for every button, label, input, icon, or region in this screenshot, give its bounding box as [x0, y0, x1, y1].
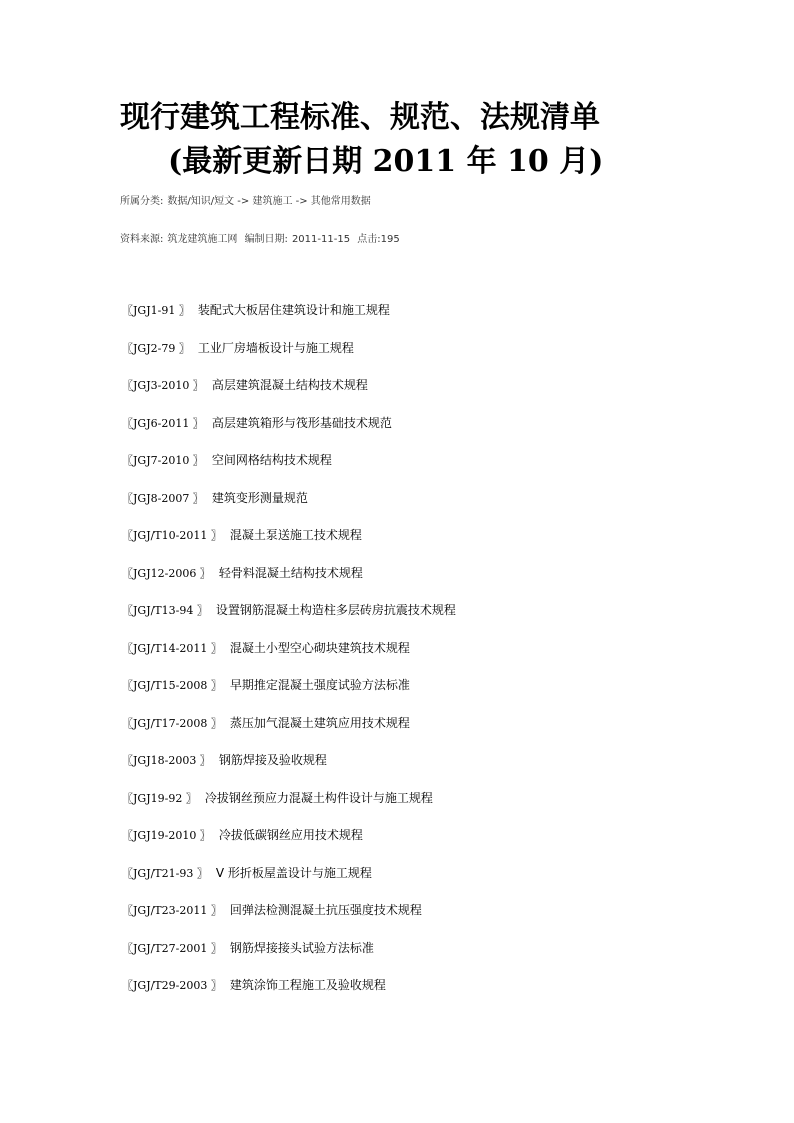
list-item	[122, 788, 456, 826]
standard-name: 工业厂房墙板设计与施工规程	[197, 340, 354, 355]
date-value: 2011-11-15	[291, 234, 351, 245]
standard-code: 〖JGJ/T27-2001 〗	[122, 941, 222, 955]
list-item	[122, 638, 456, 676]
standard-name: 空间网格结构技术规程	[211, 453, 332, 467]
standard-name: 混凝土泵送施工技术规程	[229, 528, 362, 542]
list-item	[122, 300, 456, 338]
list-item	[122, 488, 456, 526]
page-title: 现行建筑工程标准、规范、法规清单	[120, 100, 600, 135]
standard-name: 钢筋焊接接头试验方法标准	[229, 940, 374, 955]
clicks-value: 195	[380, 234, 400, 245]
list-item	[122, 713, 456, 751]
standard-code: 〖JGJ/T10-2011 〗	[122, 529, 222, 542]
list-item	[122, 863, 456, 901]
standard-code: 〖JGJ/T29-2003 〗	[122, 979, 222, 992]
standard-code: 〖JGJ/T23-2011 〗	[122, 904, 222, 917]
standard-code: 〖JGJ/T21-93 〗	[122, 866, 208, 880]
standard-name: 建筑涂饰工程施工及验收规程	[229, 978, 386, 992]
category-path: 数据/知识/短文 -> 建筑施工 -> 其他常用数据	[167, 196, 371, 207]
source-info	[120, 230, 404, 245]
standard-code: 〖JGJ8-2007 〗	[122, 491, 204, 505]
date-label: 编制日期:	[244, 234, 288, 245]
standard-code: 〖JGJ7-2010 〗	[122, 454, 204, 467]
source-name: 筑龙建筑施工网	[167, 234, 238, 245]
standard-name: 回弹法检测混凝土抗压强度技术规程	[229, 903, 422, 917]
standard-name: 设置钢筋混凝土构造柱多层砖房抗震技术规程	[215, 603, 456, 617]
standard-name: 混凝土小型空心砌块建筑技术规程	[229, 640, 410, 655]
list-item	[122, 975, 456, 1013]
list-item	[122, 900, 456, 938]
list-item	[122, 600, 456, 638]
page-subtitle: (最新更新日期 2011 年 10 月)	[168, 144, 604, 179]
standard-name: 高层建筑箱形与筏形基础技术规范	[211, 415, 392, 430]
list-item	[122, 938, 456, 976]
standard-code: 〖JGJ/T13-94 〗	[122, 604, 208, 617]
list-item	[122, 825, 456, 863]
standard-code: 〖JGJ19-2010 〗	[122, 829, 211, 842]
standard-name: 高层建筑混凝土结构技术规程	[211, 378, 368, 392]
standard-name: 轻骨料混凝土结构技术规程	[218, 565, 363, 580]
standard-name: 建筑变形测量规范	[211, 490, 308, 505]
standard-code: 〖JGJ/T17-2008 〗	[122, 716, 222, 730]
standard-code: 〖JGJ/T15-2008 〗	[122, 679, 222, 692]
list-item	[122, 413, 456, 451]
standard-code: 〖JGJ19-92 〗	[122, 791, 197, 805]
list-item	[122, 338, 456, 376]
standard-name: 装配式大板居住建筑设计和施工规程	[197, 303, 390, 317]
list-item	[122, 450, 456, 488]
standard-name: 早期推定混凝土强度试验方法标准	[229, 678, 410, 692]
standard-name: 冷拔低碳钢丝应用技术规程	[218, 828, 363, 842]
list-item	[122, 675, 456, 713]
standard-name: V 形折板屋盖设计与施工规程	[215, 865, 372, 880]
list-item	[122, 525, 456, 563]
standard-code: 〖JGJ18-2003 〗	[122, 754, 211, 767]
list-item	[122, 375, 456, 413]
standard-name: 蒸压加气混凝土建筑应用技术规程	[229, 715, 410, 730]
source-label: 资料来源:	[120, 234, 164, 245]
standard-code: 〖JGJ/T14-2011 〗	[122, 641, 222, 655]
standard-code: 〖JGJ6-2011 〗	[122, 416, 204, 430]
standard-name: 钢筋焊接及验收规程	[218, 753, 327, 767]
standard-code: 〖JGJ3-2010 〗	[122, 379, 204, 392]
list-item	[122, 750, 456, 788]
standards-list	[122, 300, 456, 1013]
standard-name: 冷拔钢丝预应力混凝土构件设计与施工规程	[204, 790, 433, 805]
standard-code: 〖JGJ12-2006 〗	[122, 566, 211, 580]
clicks-label: 点击:	[357, 234, 381, 245]
standard-code: 〖JGJ1-91 〗	[122, 304, 190, 317]
standard-code: 〖JGJ2-79 〗	[122, 341, 190, 355]
category-info	[120, 192, 375, 207]
category-label: 所属分类:	[120, 196, 164, 207]
list-item	[122, 563, 456, 601]
